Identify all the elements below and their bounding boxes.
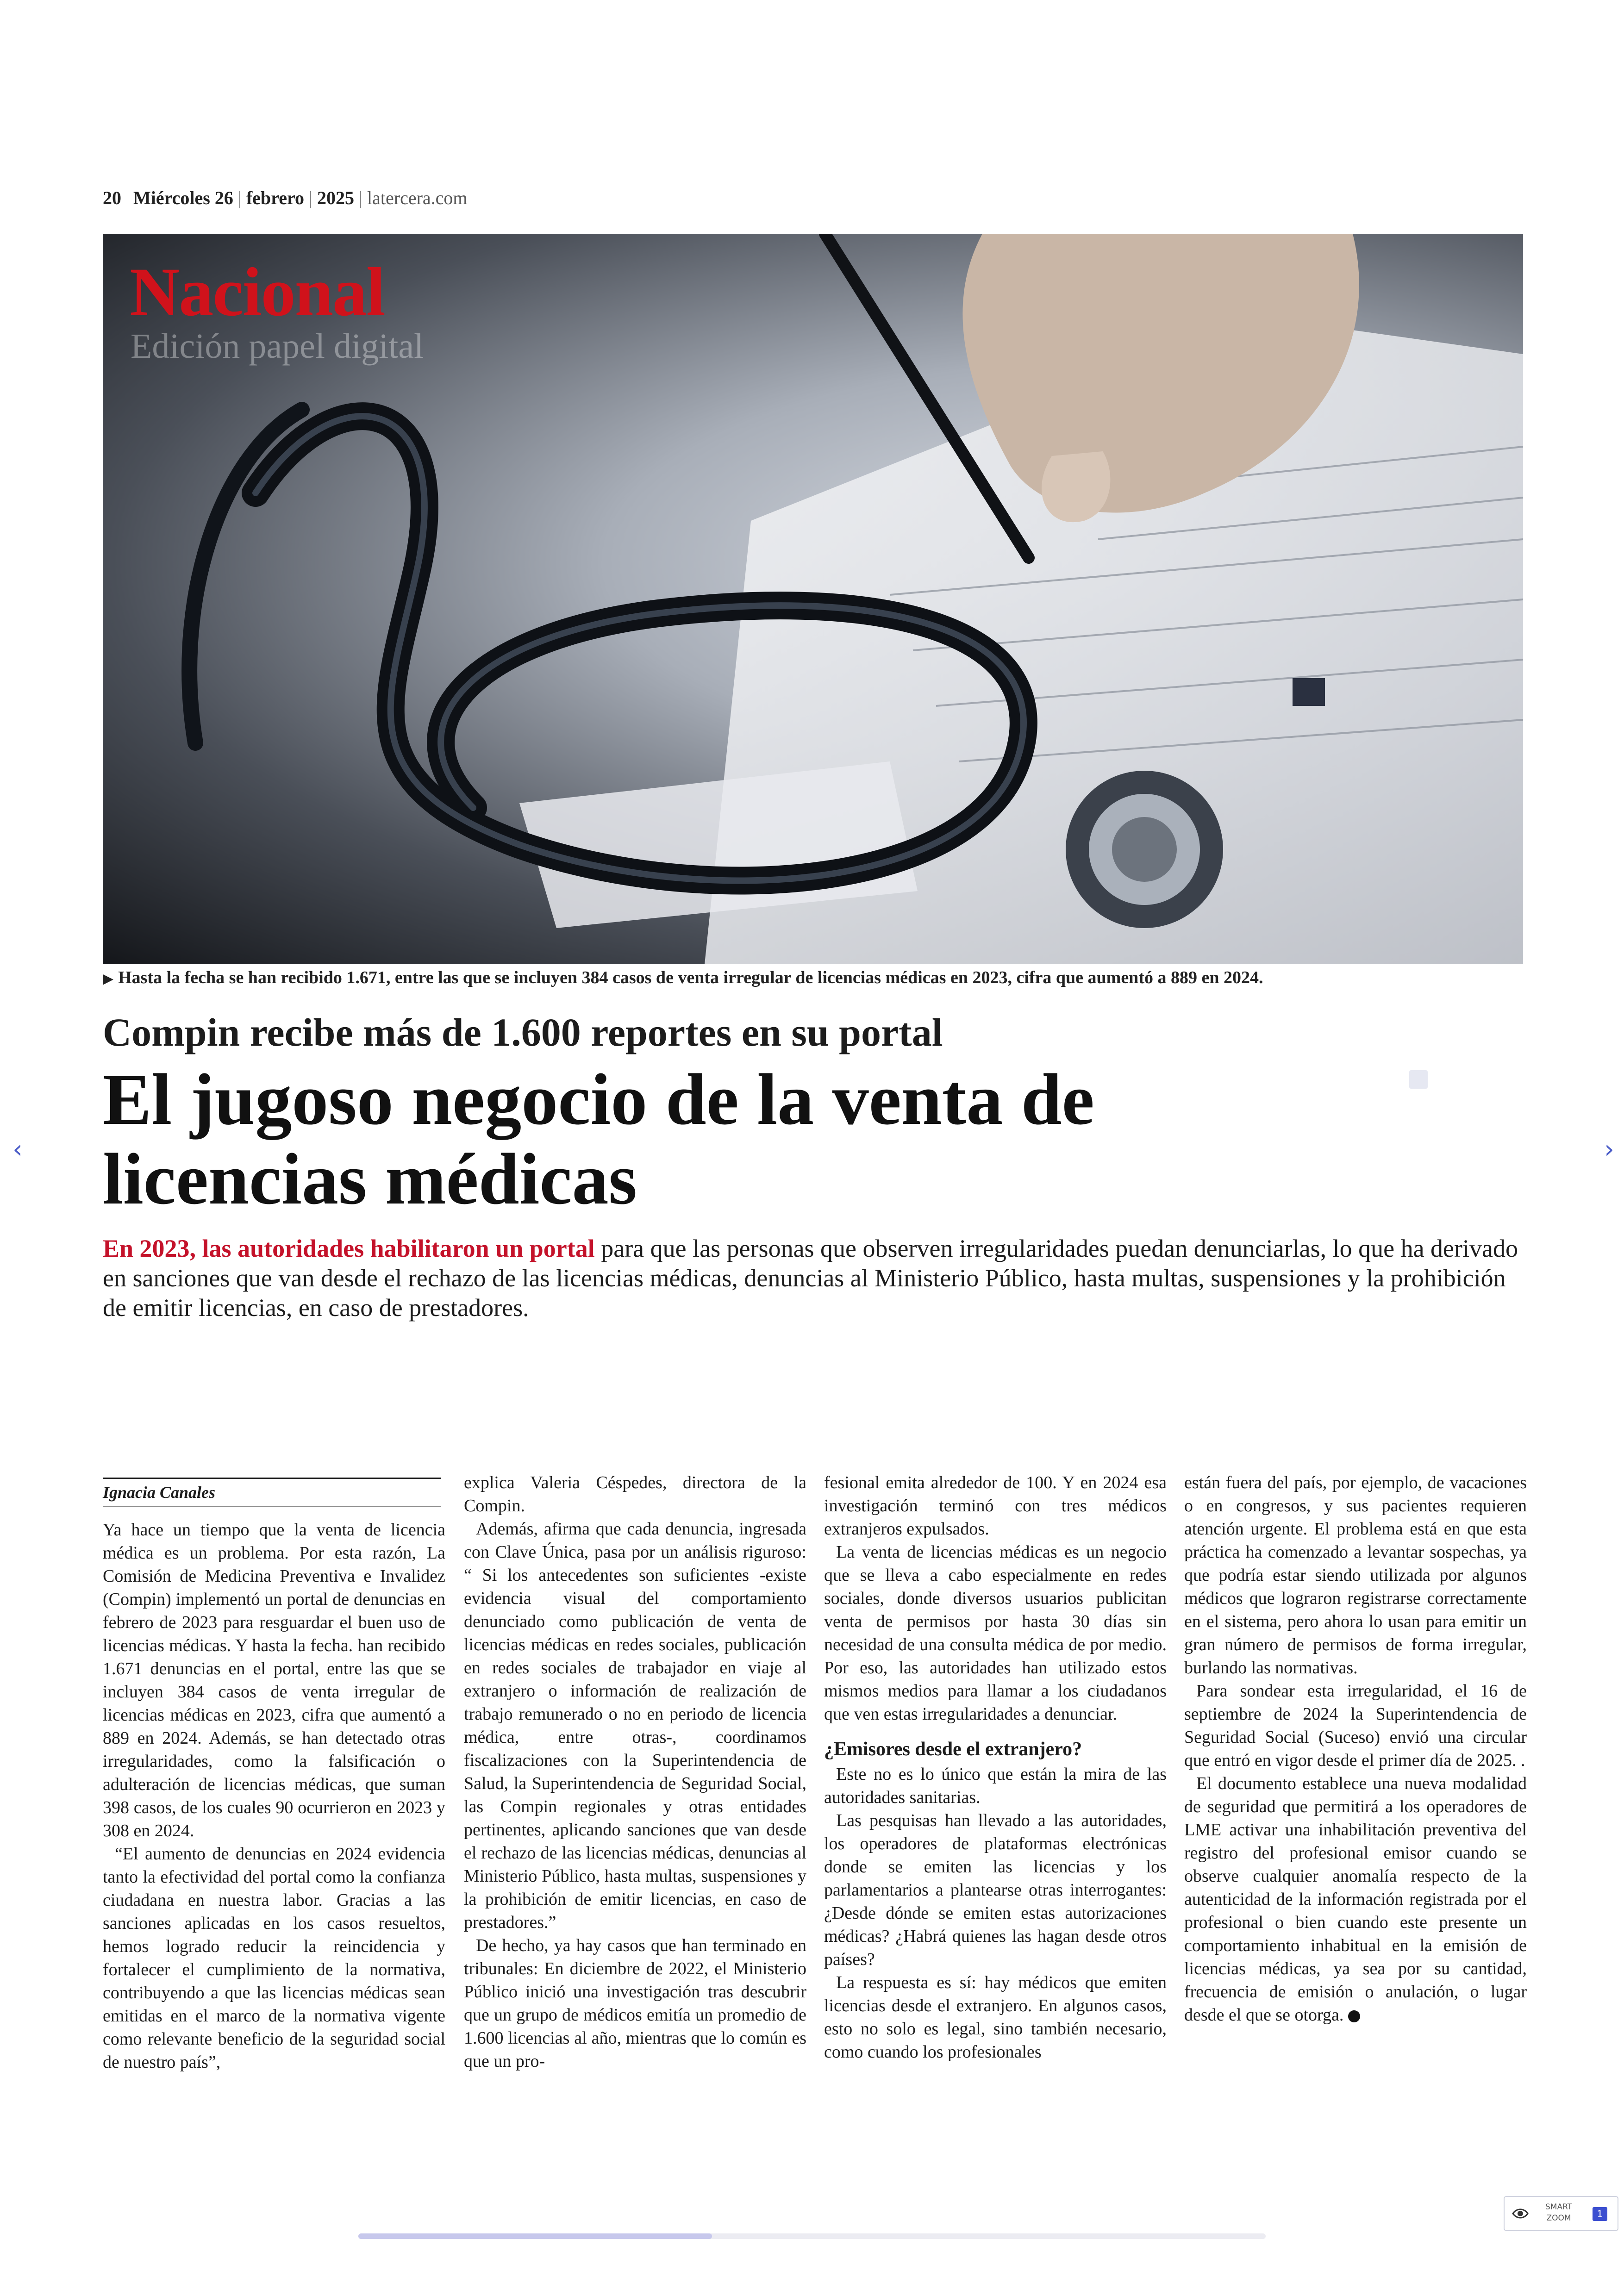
header-site: latercera.com <box>367 187 468 208</box>
chevron-left-icon: ‹ <box>12 1135 23 1164</box>
header-year: 2025 <box>317 187 355 208</box>
paragraph: explica Valeria Céspedes, directora de la Compin. <box>464 1473 806 1515</box>
form-header-block <box>1293 678 1325 706</box>
eye-icon <box>1511 2204 1530 2223</box>
paragraph: Para sondear esta irregularidad, el 16 de septiembre de 2024 la Superintendencia de Seguridad Social (Suceso) envió una circular que entró en vigor desde el primer día de 2025. . <box>1184 1681 1527 1770</box>
next-page-button[interactable] <box>1598 1136 1620 1162</box>
article-headline: El jugoso negocio de la venta de licencias médicas <box>103 1059 1094 1220</box>
ad-marker-icon <box>1409 1070 1428 1089</box>
paragraph: Este no es lo único que están la mira de las autoridades sanitarias. <box>824 1765 1167 1807</box>
paragraph: Las pesquisas han llevado a las autoridades, los operadores de plataformas electrónicas donde se emiten las licencias y los parlamentarios a plantearse otras interrogantes: ¿Desde dónde se emiten estas autorizaciones médicas? ¿Habrá quienes las hagan desde otros países? <box>824 1811 1167 1969</box>
section-title: Nacional <box>130 254 385 331</box>
page-header <box>103 186 468 209</box>
article-column-3 <box>824 1471 1167 2064</box>
paragraph: Ya hace un tiempo que la venta de licencia médica es un problema. Por esta razón, La Comisión de Medicina Preventiva e Invalidez (Compin) implementó un portal de denuncias en febrero de 2023 para resguardar el buen uso de licencias médicas. Y hasta la fecha. han recibido 1.671 denuncias en el portal, entre las que se incluyen 384 casos de venta irregular de licencias médicas en 2023, cifra que aumentó a 889 en 2024. Además, se han detectado otras irregularidades, como la falsificación o adulteración de licencias médicas, que suman 398 casos, de los cuales 90 ocurrieron en 2023 y 308 en 2024. <box>103 1520 445 1840</box>
article-column-1 <box>103 1518 445 2074</box>
paragraph: están fuera del país, por ejemplo, de vacaciones o en congresos, y sus pacientes requieren atención urgente. El problema está en que esta práctica ha comenzado a levantar sospechas, ya que podría estar siendo utilizada por algunos médicos que lograron registrarse correctamente en el sistema, pero ahora lo usan para emitir un gran número de permisos de forma irregular, burlando las normativas. <box>1184 1473 1527 1678</box>
smart-zoom-label: SMART ZOOM <box>1545 2202 1573 2223</box>
caption-triangle-icon: ▶ <box>103 971 114 986</box>
paragraph: La respuesta es sí: hay médicos que emiten licencias desde el extranjero. En algunos casos, esto no solo es legal, sino también necesario, como cuando los profesionales <box>824 1973 1167 2062</box>
byline: Ignacia Canales <box>103 1478 441 1507</box>
header-separator: | <box>237 187 242 208</box>
reading-progress-fill <box>358 2233 712 2239</box>
header-day: Miércoles 26 <box>133 187 233 208</box>
paragraph: La venta de licencias médicas es un negocio que se lleva a cabo especialmente en redes sociales, donde diversos usuarios publicitan venta de permisos por hasta 30 días sin necesidad de una consulta médica de por medio. Por eso, las autoridades han utilizado estos mismos medios para llamar a los ciudadanos que ven estas irregularidades a denunciar. <box>824 1542 1167 1724</box>
header-separator: | <box>359 187 363 208</box>
article-column-2 <box>464 1471 806 2073</box>
subhead: ¿Emisores desde el extranjero? <box>824 1739 1082 1760</box>
paragraph: fesional emita alrededor de 100. Y en 2024 esa investigación terminó con tres médicos extranjeros expulsados. <box>824 1473 1167 1539</box>
smart-zoom-badge: 1 <box>1593 2207 1607 2221</box>
hero-photo <box>103 234 1523 964</box>
article-lead <box>103 1234 1523 1322</box>
section-subtitle: Edición papel digital <box>131 327 424 366</box>
prev-page-button[interactable] <box>6 1136 29 1162</box>
page-number: 20 <box>103 187 121 208</box>
article-kicker: Compin recibe más de 1.600 reportes en su portal <box>103 1010 943 1054</box>
lead-highlight: En 2023, las autoridades habilitaron un portal <box>103 1235 595 1262</box>
paragraph: “El aumento de denuncias en 2024 evidencia tanto la efectividad del portal como la confianza ciudadana en nuestra labor. Gracias a las sanciones aplicadas en los casos resueltos, hemos logrado reducir la reincidencia y fortalecer el cumplimiento de la normativa, contribuyendo a que las licencias médicas sean emitidas en el marco de la normativa vigente como relevante beneficio de la seguridad social de nuestro país”, <box>103 1844 445 2072</box>
paragraph <box>1184 1772 1527 2027</box>
header-separator: | <box>309 187 313 208</box>
smart-zoom-button[interactable] <box>1504 2196 1618 2231</box>
article-column-4 <box>1184 1471 1527 2027</box>
caption-text: Hasta la fecha se han recibido 1.671, entre las que se incluyen 384 casos de venta irregular de licencias médicas en 2023, cifra que aumentó a 889 en 2024. <box>118 968 1263 987</box>
header-month: febrero <box>246 187 304 208</box>
photo-caption <box>103 967 1523 988</box>
paragraph: Además, afirma que cada denuncia, ingresada con Clave Única, pasa por un análisis riguroso: “ Si los antecedentes son suficientes -existe evidencia visual del comportamiento denunciado como publicación de venta de licencias médicas en redes sociales, publicación en redes sociales de trabajador en viaje al extranjero o información de realización de trabajo remunerado o no en periodo de licencia médica, entre otras-, coordinamos fiscalizaciones con la Superintendencia de Salud, la Superintendencia de Seguridad Social, las Compin regionales y otras entidades pertinentes, aplicando sanciones que van desde el rechazo de las licencias médicas, denuncias al Ministerio Público, hasta multas, suspensiones y la prohibición de emitir licencias, en caso de prestadores.” <box>464 1519 806 1932</box>
chevron-right-icon: › <box>1604 1135 1614 1164</box>
paragraph-text: El documento establece una nueva modalidad de seguridad que permitirá a los operadores de LME activar una inhabilitación preventiva del registro del profesional emisor cuando se observe cualquier anomalía respecto de la autenticidad de la información registrada por el profesional o bien cuando este presente un comportamiento inhabitual en la emisión de licencias médicas, ya sea por su cantidad, frecuencia de emisión o anulación, o lugar desde el que se otorga. <box>1184 1774 1527 2025</box>
reading-progress-bar[interactable] <box>358 2233 1266 2239</box>
lead-text: para que las personas que observen irregularidades puedan denunciarlas, lo que ha derivado en sanciones que van desde el rechazo de las licencias médicas, denuncias al Ministerio Público, hasta multas, suspensiones y la prohibición de emitir licencias, en caso de prestadores. <box>103 1235 1518 1322</box>
paragraph: De hecho, ya hay casos que han terminado en tribunales: En diciembre de 2022, el Ministerio Público inició una investigación tras descubrir que un grupo de médicos emitía un promedio de 1.600 licencias al año, mientras que lo común es que un pro- <box>464 1936 806 2071</box>
end-of-article-icon <box>1348 2010 1360 2022</box>
